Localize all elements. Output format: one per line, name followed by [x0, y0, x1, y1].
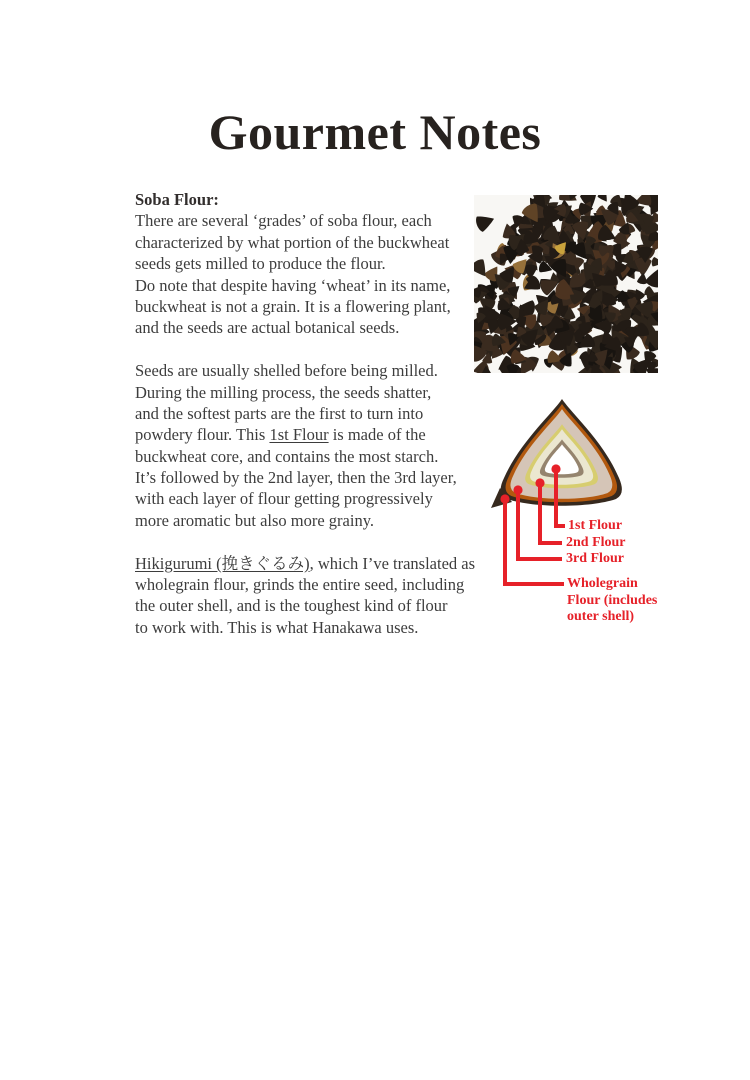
body-line: to work with. This is what Hanakawa uses. — [135, 617, 419, 637]
body-text: is made of the — [328, 425, 426, 445]
label-line: outer shell) — [567, 609, 635, 624]
body-line: During the milling process, the seeds shatter, — [135, 382, 432, 402]
seed-layers-illustration — [490, 396, 630, 514]
body-line: and the seeds are actual botanical seeds. — [135, 318, 400, 338]
body-line: buckwheat core, and contains the most starch. — [135, 446, 439, 466]
body-line: seeds gets milled to produce the flour. — [135, 254, 386, 274]
article-soba-flour — [135, 189, 495, 638]
label-2nd-flour: 2nd Flour — [566, 535, 626, 550]
body-line: and the softest parts are the first to turn into — [135, 403, 424, 423]
body-line: wholegrain flour, grinds the entire seed, including — [135, 575, 465, 595]
body-line — [135, 553, 495, 574]
body-line: the outer shell, and is the toughest kind of flour — [135, 596, 448, 616]
underlined-term-hikigurumi: Hikigurumi (挽きぐるみ) — [135, 553, 310, 573]
body-line — [135, 424, 495, 445]
body-line: It’s followed by the 2nd layer, then the 3rd layer, — [135, 468, 457, 488]
seed-cross-section-diagram — [490, 396, 708, 646]
body-text: , which I’ve translated as — [309, 553, 476, 573]
label-line: Flour (includes — [567, 592, 658, 608]
body-line: with each layer of flour getting progressively — [135, 489, 433, 509]
underlined-term-1st-flour: 1st Flour — [269, 425, 329, 445]
label-1st-flour: 1st Flour — [568, 518, 623, 533]
body-line: more aromatic but also more grainy. — [135, 510, 375, 530]
page-title: Gourmet Notes — [208, 104, 542, 160]
body-line: There are several ‘grades’ of soba flour, each — [135, 211, 432, 231]
blank-line — [135, 531, 495, 552]
body-line: Seeds are usually shelled before being milled. — [135, 361, 438, 381]
buckwheat-seeds-photo — [474, 195, 658, 373]
label-line: Wholegrain — [567, 576, 638, 591]
body-text: powdery flour. This — [135, 425, 270, 445]
body-line: Do note that despite having ‘wheat’ in its name, — [135, 275, 451, 295]
body-line: buckwheat is not a grain. It is a flowering plant, — [135, 296, 451, 316]
body-line: characterized by what portion of the buckwheat — [135, 232, 450, 252]
label-wholegrain-flour — [567, 576, 657, 626]
blank-line — [135, 339, 495, 360]
label-3rd-flour: 3rd Flour — [566, 551, 624, 566]
section-heading: Soba Flour: — [135, 190, 219, 209]
